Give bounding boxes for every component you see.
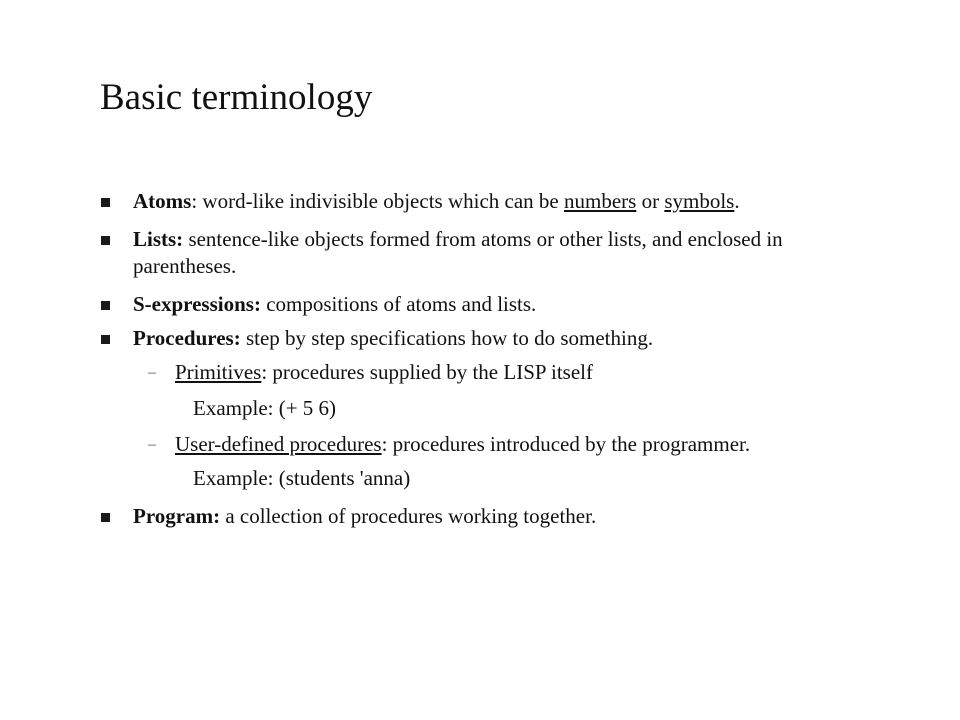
bullet-list — [100, 188, 860, 530]
term-program: Program: — [133, 504, 221, 528]
square-bullet-icon — [101, 236, 110, 245]
bullet-item-s-expressions — [100, 291, 860, 318]
atoms-text-1: : word-like indivisible objects which can be — [191, 189, 564, 213]
term-s-expressions: S-expressions: — [133, 292, 261, 316]
sub-item-user-defined — [100, 431, 860, 458]
dash-bullet-icon: – — [148, 364, 156, 381]
atoms-text-2: or — [636, 189, 665, 213]
bullet-item-lists — [100, 226, 860, 280]
term-numbers: numbers — [564, 189, 637, 213]
program-text: a collection of procedures working together. — [220, 504, 597, 528]
bullet-item-atoms — [100, 188, 860, 215]
term-atoms: Atoms — [133, 189, 192, 213]
square-bullet-icon — [101, 513, 110, 522]
term-lists: Lists: — [133, 227, 184, 251]
lists-text: sentence-like objects formed from atoms or other lists, and enclosed in parentheses. — [133, 227, 783, 278]
term-symbols: symbols — [664, 189, 735, 213]
atoms-text-3: . — [734, 189, 740, 213]
sub-item-primitives — [100, 359, 860, 386]
bullet-item-procedures — [100, 325, 860, 352]
primitives-example: Example: (+ 5 6) — [193, 396, 337, 420]
primitives-text: : procedures supplied by the LISP itself — [261, 360, 594, 384]
square-bullet-icon — [101, 198, 110, 207]
term-procedures: Procedures: — [133, 326, 241, 350]
slide-title: Basic terminology — [100, 77, 373, 118]
s-expressions-text: compositions of atoms and lists. — [260, 292, 537, 316]
procedures-text: step by step specifications how to do something. — [240, 326, 654, 350]
term-primitives: Primitives — [175, 360, 262, 384]
bullet-item-program — [100, 503, 860, 530]
square-bullet-icon — [101, 335, 110, 344]
square-bullet-icon — [101, 301, 110, 310]
user-defined-text: : procedures introduced by the programmer. — [381, 432, 751, 456]
user-defined-example: Example: (students 'anna) — [193, 466, 411, 490]
dash-bullet-icon: – — [148, 436, 156, 453]
term-user-defined-procedures: User-defined procedures — [175, 432, 382, 456]
